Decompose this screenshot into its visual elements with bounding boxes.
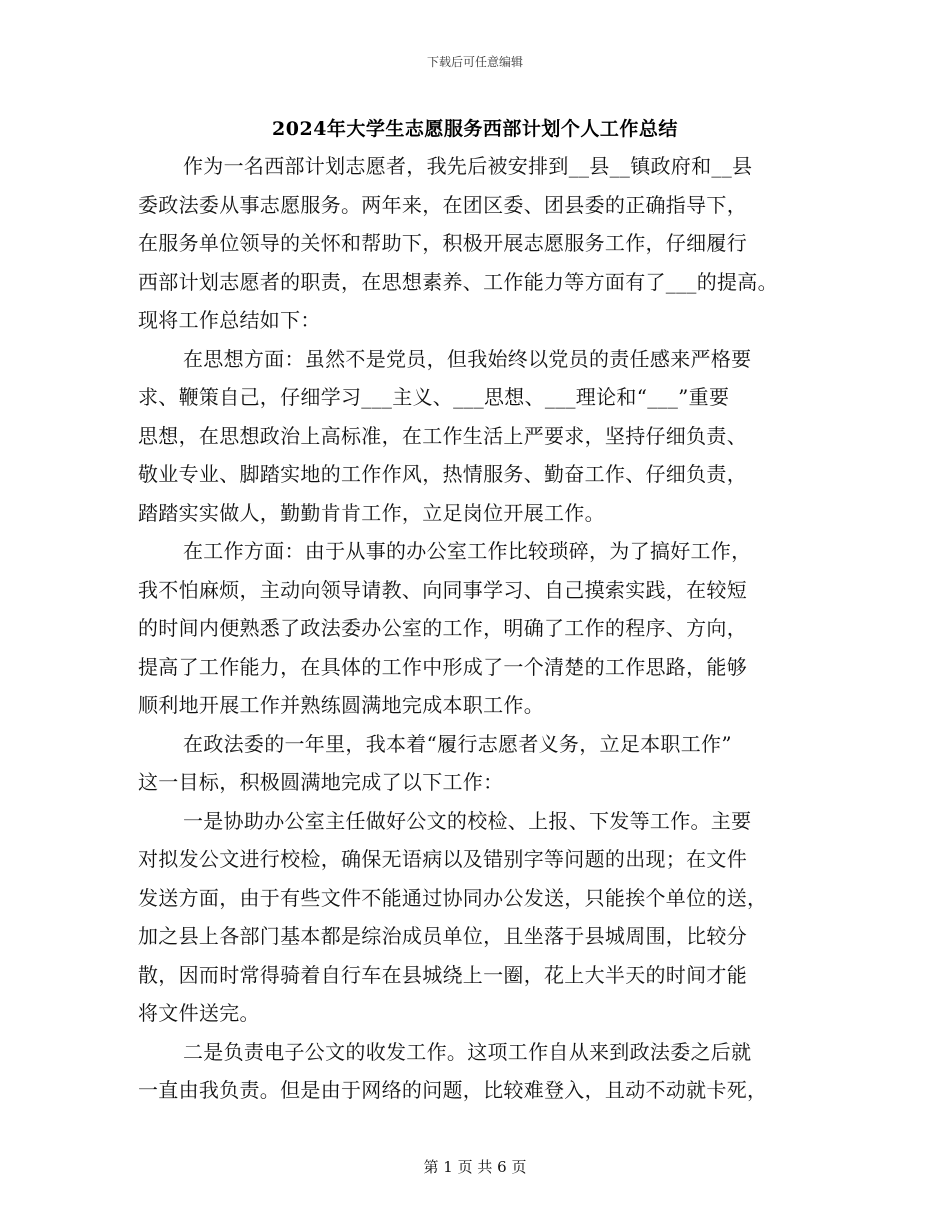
text-line: 散，因而时常得骑着自行车在县城绕上一圈，花上大半天的时间才能 — [138, 962, 747, 987]
text-line: 一直由我负责。但是由于网络的问题，比较难登入，且动不动就卡死， — [138, 1078, 768, 1102]
document-title: 2024年大学生志愿服务西部计划个人工作总结 — [272, 118, 678, 140]
text-line: 敬业专业、脚踏实地的工作作风，热情服务、勤奋工作、仔细负责， — [138, 462, 747, 486]
text-line: 作为一名西部计划志愿者，我先后被安排到__县__镇政府和__县 — [183, 154, 753, 178]
text-line: 提高了工作能力，在具体的工作中形成了一个清楚的工作思路，能够 — [138, 654, 747, 679]
text-line: 我不怕麻烦，主动向领导请教、向同事学习、自己摸索实践，在较短 — [138, 577, 747, 602]
text-line: 二是负责电子公文的收发工作。这项工作自从来到政法委之后就 — [183, 1039, 752, 1064]
text-line: 在政法委的一年里，我本着“履行志愿者义务，立足本职工作” — [183, 731, 732, 756]
text-line: 将文件送完。 — [138, 1001, 260, 1025]
text-line: 在服务单位领导的关怀和帮助下，积极开展志愿服务工作，仔细履行 — [138, 231, 747, 255]
text-line: 一是协助办公室主任做好公文的校检、上报、下发等工作。主要 — [183, 808, 752, 833]
text-line: 顺利地开展工作并熟练圆满地完成本职工作。 — [138, 693, 544, 717]
text-line: 加之县上各部门基本都是综治成员单位，且坐落于县城周围，比较分 — [138, 924, 747, 948]
text-line: 现将工作总结如下： — [138, 308, 321, 332]
document-body — [138, 147, 823, 1110]
text-line: 这一目标，积极圆满地完成了以下工作： — [138, 770, 504, 794]
text-line: 的时间内便熟悉了政法委办公室的工作，明确了工作的程序、方向， — [138, 616, 747, 640]
text-line: 委政法委从事志愿服务。两年来，在团区委、团县委的正确指导下， — [138, 192, 747, 217]
text-line: 西部计划志愿者的职责，在思想素养、工作能力等方面有了___的提高。 — [138, 269, 778, 294]
text-line: 对拟发公文进行校检，确保无语病以及错别字等问题的出现；在文件 — [138, 847, 747, 871]
text-line: 发送方面，由于有些文件不能通过协同办公发送，只能挨个单位的送， — [138, 885, 768, 910]
page-header: 下载后可任意编辑 — [426, 55, 523, 69]
text-line: 在思想方面：虽然不是党员，但我始终以党员的责任感来严格要 — [183, 346, 752, 371]
text-line: 在工作方面：由于从事的办公室工作比较琐碎，为了搞好工作， — [183, 539, 752, 563]
page-footer: 第 1 页 共 6 页 — [423, 1158, 527, 1176]
text-line: 思想，在思想政治上高标准，在工作生活上严要求，坚持仔细负责、 — [138, 423, 747, 448]
text-line: 踏踏实实做人，勤勤肯肯工作，立足岗位开展工作。 — [138, 500, 605, 525]
text-line: 求、鞭策自己，仔细学习___主义、___思想、___理论和“___”重要 — [138, 385, 730, 409]
